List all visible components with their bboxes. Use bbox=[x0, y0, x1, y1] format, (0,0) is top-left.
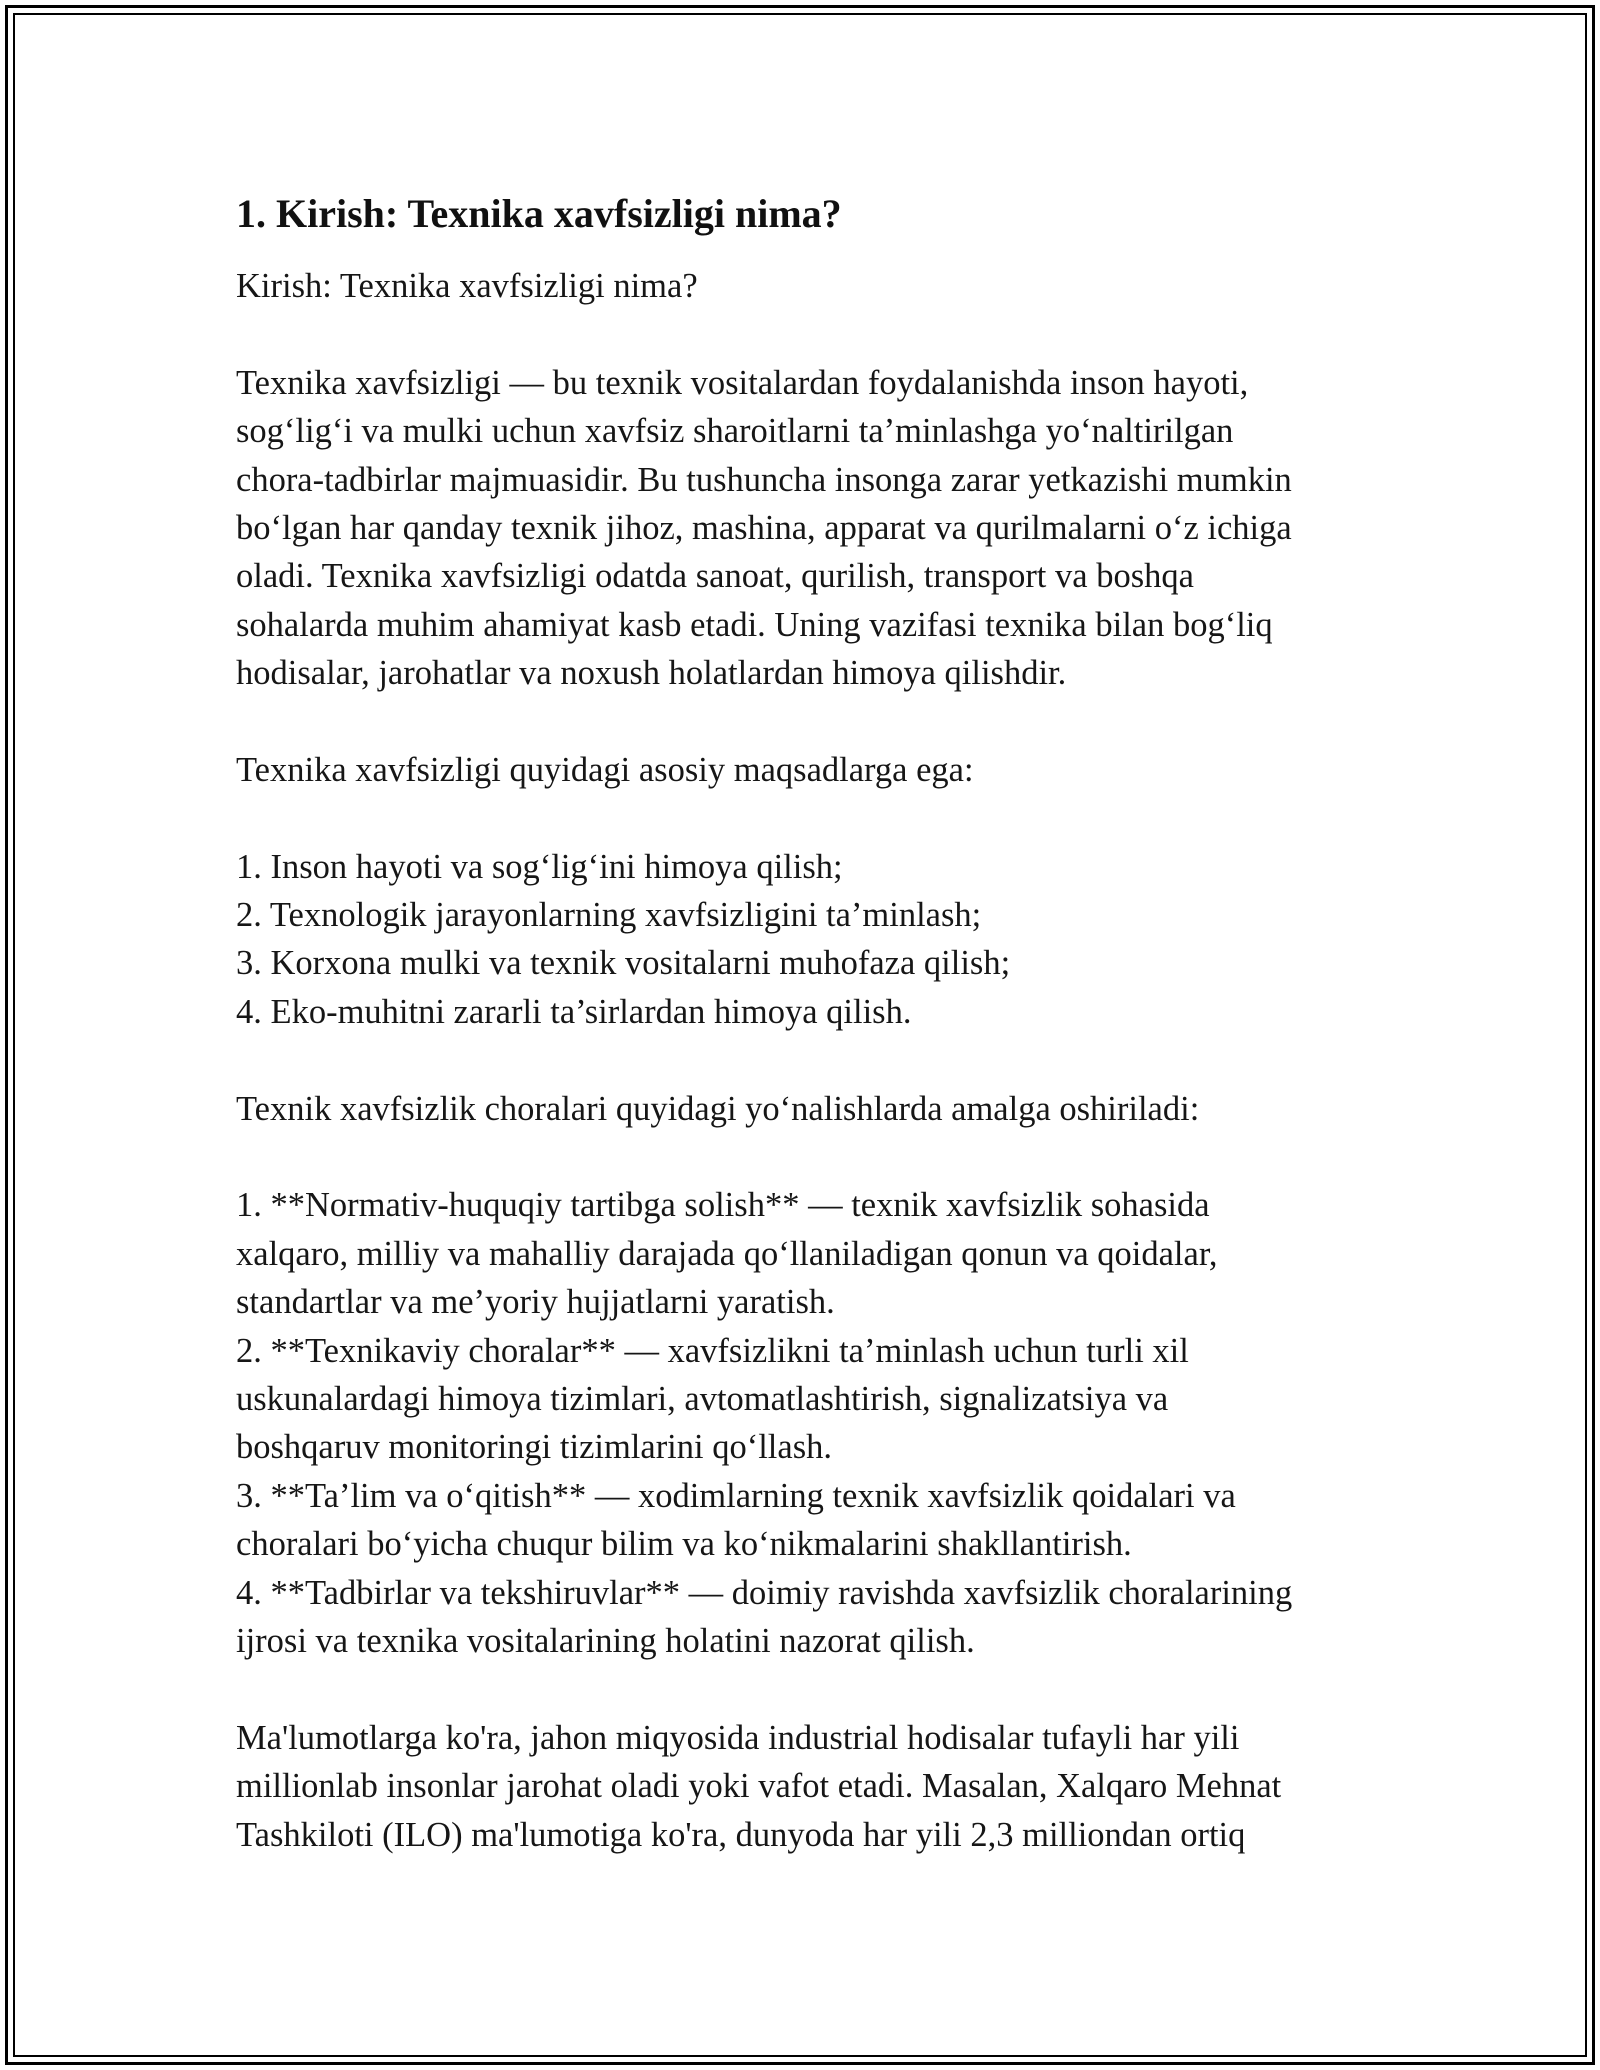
list-item-line: 3. **Ta’lim va o‘qitish** — xodimlarning texnik xavfsizlik qoidalari va bbox=[236, 1476, 1236, 1515]
list-item: 2. Texnologik jarayonlarning xavfsizligini ta’minlash; bbox=[236, 896, 982, 935]
list-item-line: uskunalardagi himoya tizimlari, avtomatlashtirish, signalizatsiya va bbox=[236, 1379, 1169, 1418]
paragraph-line: oladi. Texnika xavfsizligi odatda sanoat, qurilish, transport va boshqa bbox=[236, 557, 1194, 596]
measures-list bbox=[236, 1181, 1376, 1665]
list-item-line: 4. **Tadbirlar va tekshiruvlar** — doimiy ravishda xavfsizlik choralarining bbox=[236, 1573, 1293, 1612]
list-item: 1. Inson hayoti va sog‘lig‘ini himoya qilish; bbox=[236, 847, 843, 886]
paragraph-line: sohalarda muhim ahamiyat kasb etadi. Uning vazifasi texnika bilan bog‘liq bbox=[236, 605, 1273, 644]
document-body bbox=[236, 188, 1376, 1859]
goals-list bbox=[236, 843, 1376, 1037]
list-item-line: standartlar va me’yoriy hujjatlarni yaratish. bbox=[236, 1283, 835, 1322]
paragraph-line: chora-tadbirlar majmuasidir. Bu tushuncha insonga zarar yetkazishi mumkin bbox=[236, 460, 1292, 499]
intro-paragraph bbox=[236, 359, 1376, 698]
paragraph-line: hodisalar, jarohatlar va noxush holatlardan himoya qilishdir. bbox=[236, 654, 1067, 693]
paragraph-line: Tashkiloti (ILO) ma'lumotiga ko'ra, dunyoda har yili 2,3 milliondan ortiq bbox=[236, 1815, 1246, 1854]
list-item-line: choralari bo‘yicha chuqur bilim va ko‘nikmalarini shakllantirish. bbox=[236, 1525, 1132, 1564]
list-item-line: 1. **Normativ-huquqiy tartibga solish** — texnik xavfsizlik sohasida bbox=[236, 1186, 1210, 1225]
stats-paragraph bbox=[236, 1714, 1376, 1859]
list-item-line: 2. **Texnikaviy choralar** — xavfsizlikni ta’minlash uchun turli xil bbox=[236, 1331, 1189, 1370]
paragraph-spacer bbox=[236, 310, 1376, 358]
paragraph-spacer bbox=[236, 1133, 1376, 1181]
measures-intro: Texnik xavfsizlik choralari quyidagi yo‘nalishlarda amalga oshiriladi: bbox=[236, 1089, 1200, 1128]
paragraph-line: bo‘lgan har qanday texnik jihoz, mashina, apparat va qurilmalarni o‘z ichiga bbox=[236, 508, 1292, 547]
section-heading: 1. Kirish: Texnika xavfsizligi nima? bbox=[236, 191, 842, 236]
paragraph-spacer bbox=[236, 698, 1376, 746]
paragraph-line: millionlab insonlar jarohat oladi yoki vafot etadi. Masalan, Xalqaro Mehnat bbox=[236, 1767, 1282, 1806]
paragraph-line: sog‘lig‘i va mulki uchun xavfsiz sharoitlarni ta’minlashga yo‘naltirilgan bbox=[236, 412, 1234, 451]
paragraph-line: Texnika xavfsizligi — bu texnik vositalardan foydalanishda inson hayoti, bbox=[236, 363, 1249, 402]
paragraph-spacer bbox=[236, 1036, 1376, 1084]
paragraph-spacer bbox=[236, 794, 1376, 842]
list-item: 4. Eko-muhitni zararli ta’sirlardan himoya qilish. bbox=[236, 992, 912, 1031]
paragraph-line: Ma'lumotlarga ko'ra, jahon miqyosida industrial hodisalar tufayli har yili bbox=[236, 1718, 1240, 1757]
list-item-line: boshqaruv monitoringi tizimlarini qo‘llash. bbox=[236, 1428, 833, 1467]
paragraph-spacer bbox=[236, 1665, 1376, 1713]
list-item-line: ijrosi va texnika vositalarining holatini nazorat qilish. bbox=[236, 1621, 975, 1660]
goals-intro: Texnika xavfsizligi quyidagi asosiy maqsadlarga ega: bbox=[236, 750, 974, 789]
list-item-line: xalqaro, milliy va mahalliy darajada qo‘llaniladigan qonun va qoidalar, bbox=[236, 1234, 1218, 1273]
section-subtitle: Kirish: Texnika xavfsizligi nima? bbox=[236, 267, 698, 305]
list-item: 3. Korxona mulki va texnik vositalarni muhofaza qilish; bbox=[236, 944, 1011, 983]
